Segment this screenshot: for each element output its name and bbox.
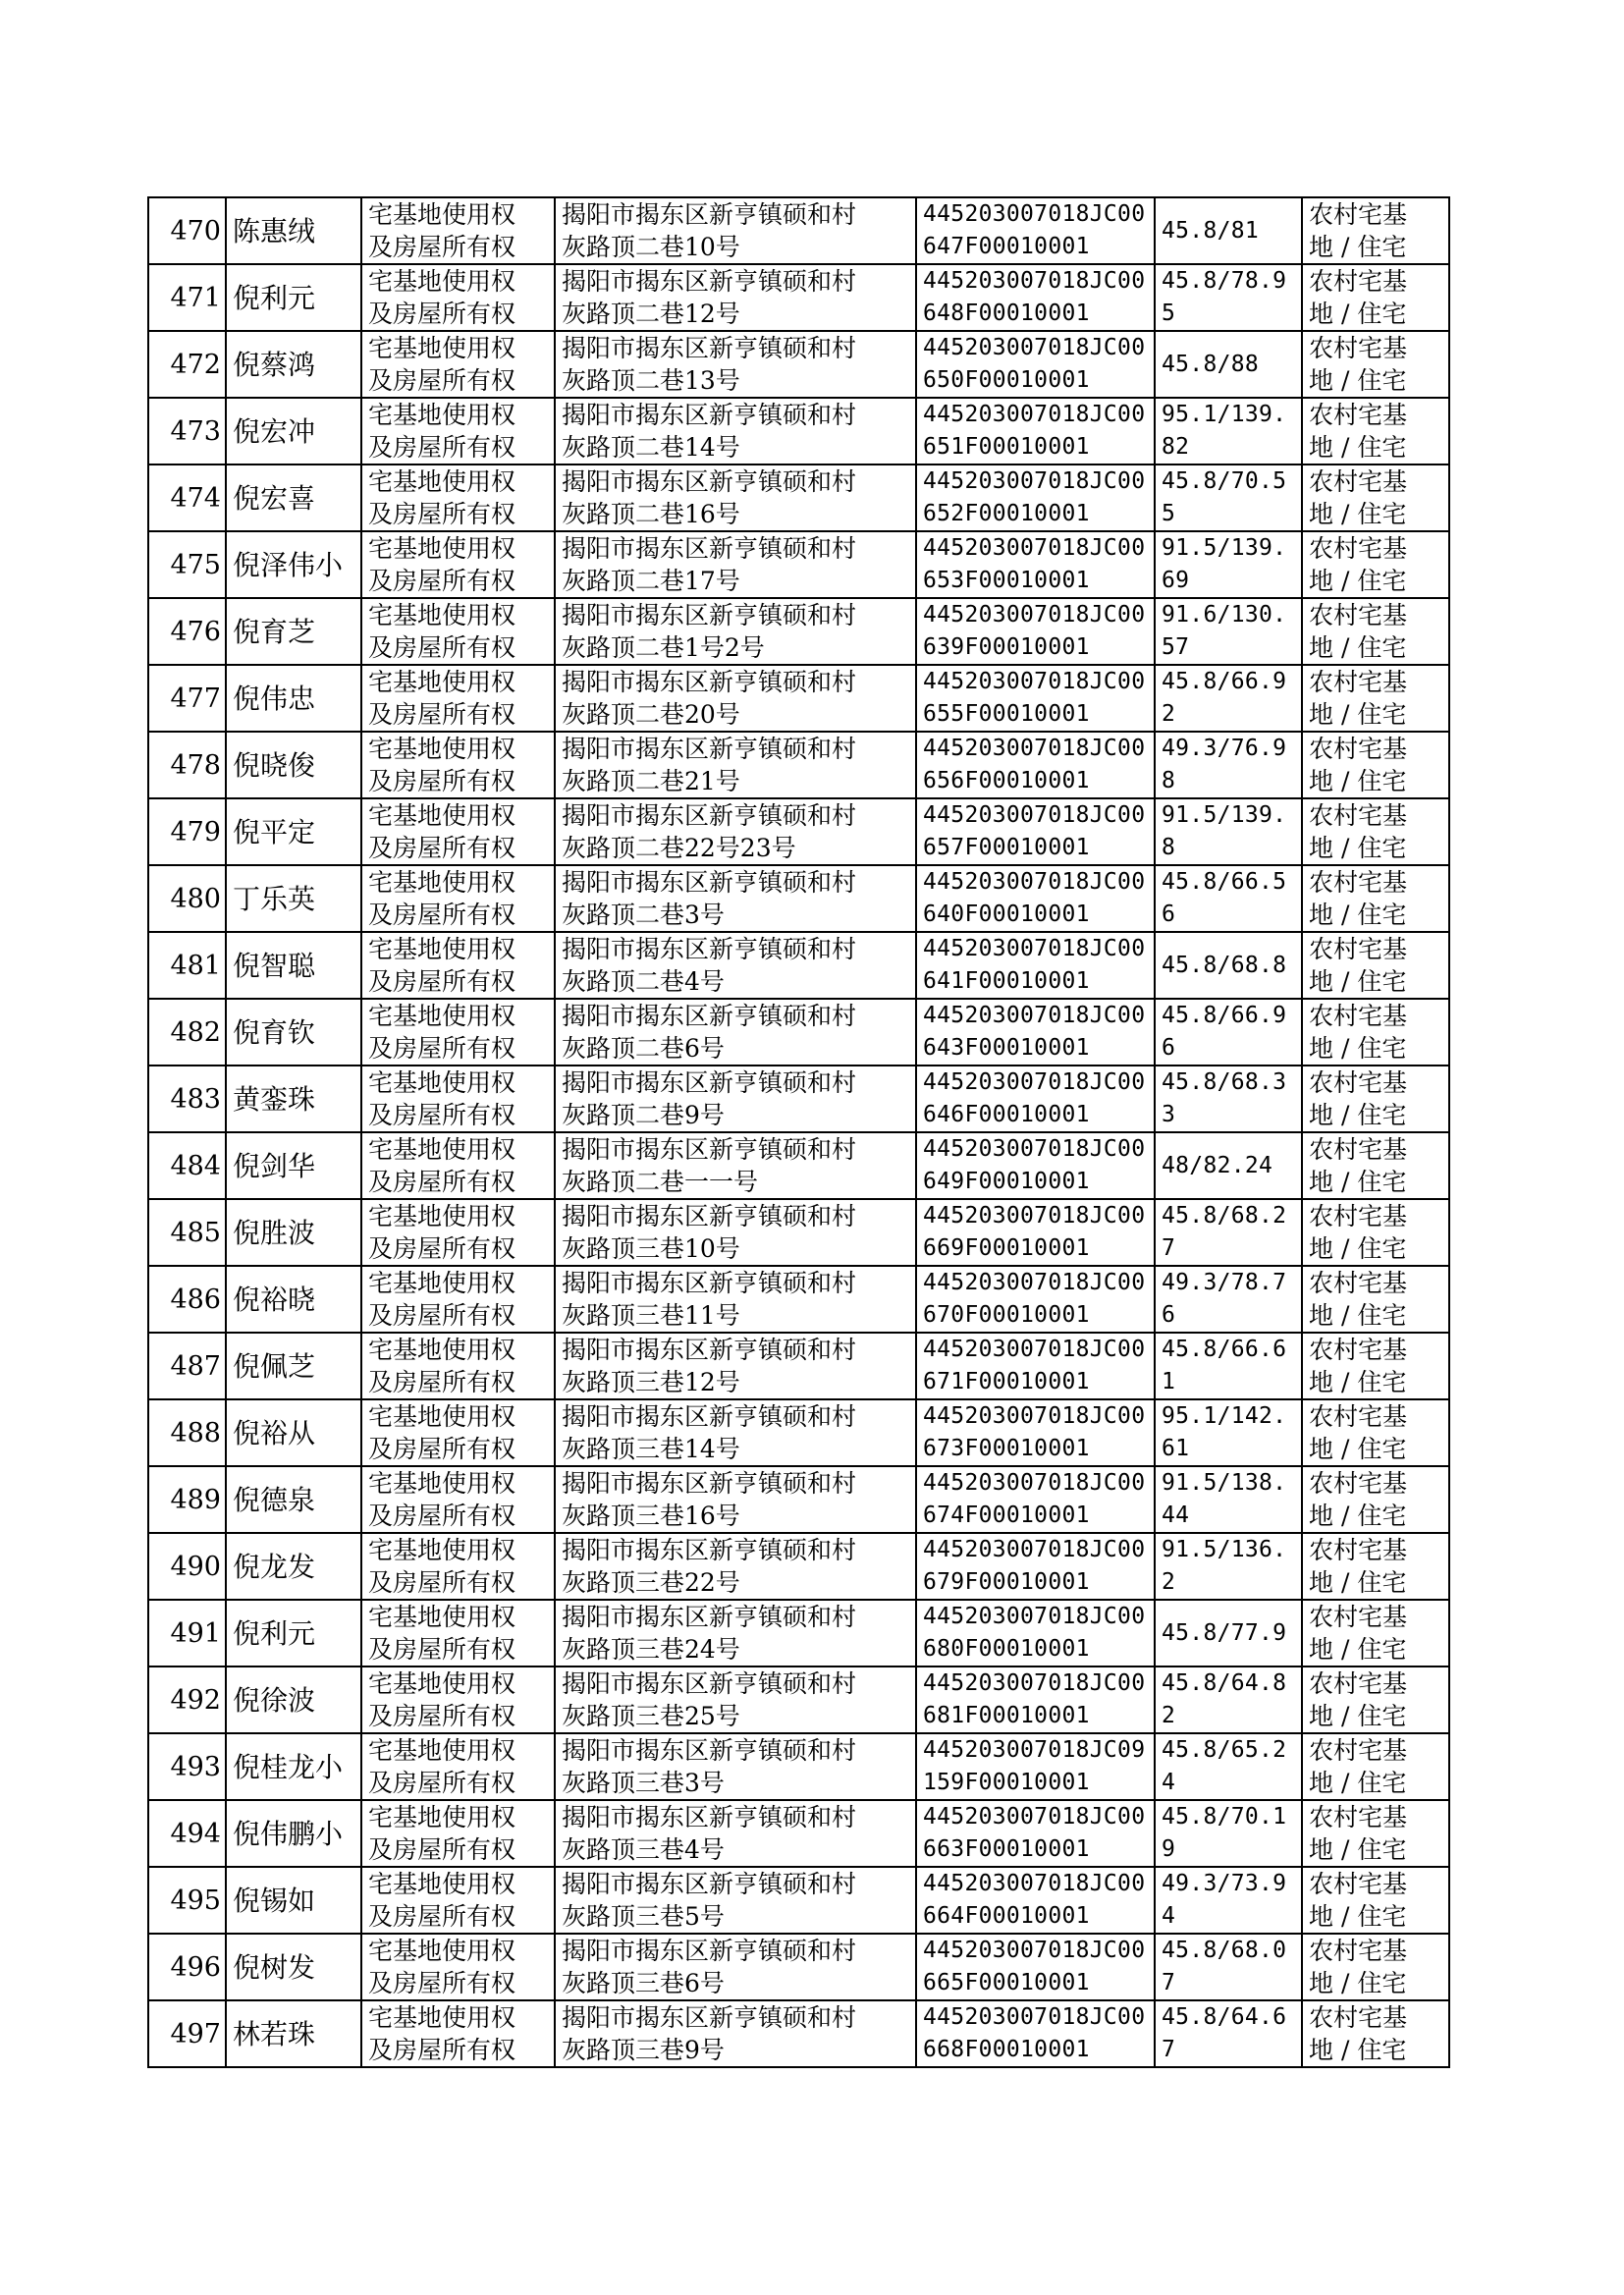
- owner-name-cell: 倪利元: [226, 1600, 361, 1667]
- area-cell: 91.6/130. 57: [1155, 598, 1302, 665]
- owner-name-cell: 倪泽伟小: [226, 531, 361, 598]
- unit-code-cell: 445203007018JC00 668F00010001: [916, 2000, 1155, 2067]
- usage-cell: 农村宅基 地 / 住宅: [1302, 1132, 1449, 1199]
- usage-cell: 农村宅基 地 / 住宅: [1302, 531, 1449, 598]
- usage-cell: 农村宅基 地 / 住宅: [1302, 1466, 1449, 1533]
- owner-name-cell: 倪平定: [226, 798, 361, 865]
- owner-name-cell: 倪佩芝: [226, 1333, 361, 1399]
- owner-name-cell: 倪桂龙小: [226, 1733, 361, 1800]
- right-type-cell: 宅基地使用权 及房屋所有权: [361, 1600, 555, 1667]
- address-cell: 揭阳市揭东区新亨镇硕和村 灰路顶三巷5号: [555, 1867, 916, 1934]
- address-cell: 揭阳市揭东区新亨镇硕和村 灰路顶二巷13号: [555, 331, 916, 398]
- table-row: [148, 398, 1449, 464]
- record-number-cell: 471: [148, 264, 226, 331]
- record-number-cell: 470: [148, 197, 226, 264]
- address-cell: 揭阳市揭东区新亨镇硕和村 灰路顶二巷一一号: [555, 1132, 916, 1199]
- address-cell: 揭阳市揭东区新亨镇硕和村 灰路顶二巷21号: [555, 732, 916, 798]
- usage-cell: 农村宅基 地 / 住宅: [1302, 398, 1449, 464]
- table-row: [148, 1399, 1449, 1466]
- area-cell: 95.1/139. 82: [1155, 398, 1302, 464]
- owner-name-cell: 倪剑华: [226, 1132, 361, 1199]
- owner-name-cell: 倪裕从: [226, 1399, 361, 1466]
- right-type-cell: 宅基地使用权 及房屋所有权: [361, 1333, 555, 1399]
- owner-name-cell: 倪徐波: [226, 1667, 361, 1733]
- right-type-cell: 宅基地使用权 及房屋所有权: [361, 331, 555, 398]
- owner-name-cell: 倪树发: [226, 1934, 361, 2000]
- unit-code-cell: 445203007018JC00 669F00010001: [916, 1199, 1155, 1266]
- area-cell: 95.1/142. 61: [1155, 1399, 1302, 1466]
- registry-table: [147, 196, 1450, 2068]
- unit-code-cell: 445203007018JC00 653F00010001: [916, 531, 1155, 598]
- address-cell: 揭阳市揭东区新亨镇硕和村 灰路顶三巷12号: [555, 1333, 916, 1399]
- usage-cell: 农村宅基 地 / 住宅: [1302, 865, 1449, 932]
- table-row: [148, 331, 1449, 398]
- usage-cell: 农村宅基 地 / 住宅: [1302, 264, 1449, 331]
- right-type-cell: 宅基地使用权 及房屋所有权: [361, 2000, 555, 2067]
- unit-code-cell: 445203007018JC00 650F00010001: [916, 331, 1155, 398]
- table-row: [148, 798, 1449, 865]
- table-row: [148, 1667, 1449, 1733]
- usage-cell: 农村宅基 地 / 住宅: [1302, 1800, 1449, 1867]
- right-type-cell: 宅基地使用权 及房屋所有权: [361, 1934, 555, 2000]
- right-type-cell: 宅基地使用权 及房屋所有权: [361, 464, 555, 531]
- right-type-cell: 宅基地使用权 及房屋所有权: [361, 1132, 555, 1199]
- area-cell: 45.8/64.6 7: [1155, 2000, 1302, 2067]
- table-row: [148, 598, 1449, 665]
- address-cell: 揭阳市揭东区新亨镇硕和村 灰路顶三巷6号: [555, 1934, 916, 2000]
- owner-name-cell: 倪利元: [226, 264, 361, 331]
- table-row: [148, 1132, 1449, 1199]
- owner-name-cell: 倪育钦: [226, 999, 361, 1066]
- owner-name-cell: 倪锡如: [226, 1867, 361, 1934]
- unit-code-cell: 445203007018JC00 664F00010001: [916, 1867, 1155, 1934]
- owner-name-cell: 黄銮珠: [226, 1066, 361, 1132]
- area-cell: 45.8/64.8 2: [1155, 1667, 1302, 1733]
- unit-code-cell: 445203007018JC00 649F00010001: [916, 1132, 1155, 1199]
- record-number-cell: 481: [148, 932, 226, 999]
- unit-code-cell: 445203007018JC00 665F00010001: [916, 1934, 1155, 2000]
- right-type-cell: 宅基地使用权 及房屋所有权: [361, 264, 555, 331]
- table-row: [148, 1333, 1449, 1399]
- area-cell: 45.8/78.9 5: [1155, 264, 1302, 331]
- record-number-cell: 473: [148, 398, 226, 464]
- unit-code-cell: 445203007018JC00 680F00010001: [916, 1600, 1155, 1667]
- table-row: [148, 531, 1449, 598]
- unit-code-cell: 445203007018JC00 646F00010001: [916, 1066, 1155, 1132]
- table-row: [148, 1800, 1449, 1867]
- table-row: [148, 1466, 1449, 1533]
- area-cell: 45.8/68.0 7: [1155, 1934, 1302, 2000]
- right-type-cell: 宅基地使用权 及房屋所有权: [361, 1533, 555, 1600]
- table-row: [148, 2000, 1449, 2067]
- unit-code-cell: 445203007018JC00 681F00010001: [916, 1667, 1155, 1733]
- right-type-cell: 宅基地使用权 及房屋所有权: [361, 1199, 555, 1266]
- right-type-cell: 宅基地使用权 及房屋所有权: [361, 1867, 555, 1934]
- area-cell: 45.8/68.3 3: [1155, 1066, 1302, 1132]
- unit-code-cell: 445203007018JC00 648F00010001: [916, 264, 1155, 331]
- area-cell: 45.8/65.2 4: [1155, 1733, 1302, 1800]
- address-cell: 揭阳市揭东区新亨镇硕和村 灰路顶二巷12号: [555, 264, 916, 331]
- address-cell: 揭阳市揭东区新亨镇硕和村 灰路顶三巷3号: [555, 1733, 916, 1800]
- area-cell: 91.5/136. 2: [1155, 1533, 1302, 1600]
- usage-cell: 农村宅基 地 / 住宅: [1302, 1667, 1449, 1733]
- address-cell: 揭阳市揭东区新亨镇硕和村 灰路顶二巷16号: [555, 464, 916, 531]
- right-type-cell: 宅基地使用权 及房屋所有权: [361, 1733, 555, 1800]
- area-cell: 45.8/77.9: [1155, 1600, 1302, 1667]
- record-number-cell: 496: [148, 1934, 226, 2000]
- unit-code-cell: 445203007018JC00 657F00010001: [916, 798, 1155, 865]
- address-cell: 揭阳市揭东区新亨镇硕和村 灰路顶三巷10号: [555, 1199, 916, 1266]
- right-type-cell: 宅基地使用权 及房屋所有权: [361, 1667, 555, 1733]
- address-cell: 揭阳市揭东区新亨镇硕和村 灰路顶三巷9号: [555, 2000, 916, 2067]
- owner-name-cell: 倪蔡鸿: [226, 331, 361, 398]
- address-cell: 揭阳市揭东区新亨镇硕和村 灰路顶二巷6号: [555, 999, 916, 1066]
- right-type-cell: 宅基地使用权 及房屋所有权: [361, 398, 555, 464]
- address-cell: 揭阳市揭东区新亨镇硕和村 灰路顶二巷14号: [555, 398, 916, 464]
- usage-cell: 农村宅基 地 / 住宅: [1302, 1066, 1449, 1132]
- owner-name-cell: 倪晓俊: [226, 732, 361, 798]
- record-number-cell: 486: [148, 1266, 226, 1333]
- usage-cell: 农村宅基 地 / 住宅: [1302, 1266, 1449, 1333]
- unit-code-cell: 445203007018JC00 670F00010001: [916, 1266, 1155, 1333]
- record-number-cell: 491: [148, 1600, 226, 1667]
- right-type-cell: 宅基地使用权 及房屋所有权: [361, 1800, 555, 1867]
- usage-cell: 农村宅基 地 / 住宅: [1302, 1399, 1449, 1466]
- unit-code-cell: 445203007018JC00 643F00010001: [916, 999, 1155, 1066]
- usage-cell: 农村宅基 地 / 住宅: [1302, 932, 1449, 999]
- unit-code-cell: 445203007018JC00 674F00010001: [916, 1466, 1155, 1533]
- area-cell: 49.3/78.7 6: [1155, 1266, 1302, 1333]
- unit-code-cell: 445203007018JC00 639F00010001: [916, 598, 1155, 665]
- table-row: [148, 1934, 1449, 2000]
- unit-code-cell: 445203007018JC00 641F00010001: [916, 932, 1155, 999]
- right-type-cell: 宅基地使用权 及房屋所有权: [361, 732, 555, 798]
- right-type-cell: 宅基地使用权 及房屋所有权: [361, 531, 555, 598]
- record-number-cell: 477: [148, 665, 226, 732]
- area-cell: 49.3/76.9 8: [1155, 732, 1302, 798]
- record-number-cell: 480: [148, 865, 226, 932]
- owner-name-cell: 倪德泉: [226, 1466, 361, 1533]
- address-cell: 揭阳市揭东区新亨镇硕和村 灰路顶二巷1号2号: [555, 598, 916, 665]
- record-number-cell: 495: [148, 1867, 226, 1934]
- table-row: [148, 1733, 1449, 1800]
- area-cell: 91.5/138. 44: [1155, 1466, 1302, 1533]
- usage-cell: 农村宅基 地 / 住宅: [1302, 1934, 1449, 2000]
- record-number-cell: 478: [148, 732, 226, 798]
- usage-cell: 农村宅基 地 / 住宅: [1302, 1199, 1449, 1266]
- unit-code-cell: 445203007018JC00 671F00010001: [916, 1333, 1155, 1399]
- address-cell: 揭阳市揭东区新亨镇硕和村 灰路顶二巷9号: [555, 1066, 916, 1132]
- unit-code-cell: 445203007018JC00 640F00010001: [916, 865, 1155, 932]
- record-number-cell: 488: [148, 1399, 226, 1466]
- address-cell: 揭阳市揭东区新亨镇硕和村 灰路顶二巷4号: [555, 932, 916, 999]
- usage-cell: 农村宅基 地 / 住宅: [1302, 331, 1449, 398]
- right-type-cell: 宅基地使用权 及房屋所有权: [361, 932, 555, 999]
- right-type-cell: 宅基地使用权 及房屋所有权: [361, 665, 555, 732]
- record-number-cell: 492: [148, 1667, 226, 1733]
- record-number-cell: 487: [148, 1333, 226, 1399]
- owner-name-cell: 倪伟鹏小: [226, 1800, 361, 1867]
- record-number-cell: 475: [148, 531, 226, 598]
- area-cell: 45.8/68.8: [1155, 932, 1302, 999]
- area-cell: 91.5/139. 69: [1155, 531, 1302, 598]
- address-cell: 揭阳市揭东区新亨镇硕和村 灰路顶二巷10号: [555, 197, 916, 264]
- address-cell: 揭阳市揭东区新亨镇硕和村 灰路顶三巷25号: [555, 1667, 916, 1733]
- usage-cell: 农村宅基 地 / 住宅: [1302, 999, 1449, 1066]
- address-cell: 揭阳市揭东区新亨镇硕和村 灰路顶三巷22号: [555, 1533, 916, 1600]
- table-row: [148, 1199, 1449, 1266]
- right-type-cell: 宅基地使用权 及房屋所有权: [361, 1466, 555, 1533]
- usage-cell: 农村宅基 地 / 住宅: [1302, 598, 1449, 665]
- owner-name-cell: 倪龙发: [226, 1533, 361, 1600]
- area-cell: 45.8/81: [1155, 197, 1302, 264]
- table-row: [148, 464, 1449, 531]
- unit-code-cell: 445203007018JC09 159F00010001: [916, 1733, 1155, 1800]
- right-type-cell: 宅基地使用权 及房屋所有权: [361, 598, 555, 665]
- unit-code-cell: 445203007018JC00 647F00010001: [916, 197, 1155, 264]
- unit-code-cell: 445203007018JC00 679F00010001: [916, 1533, 1155, 1600]
- right-type-cell: 宅基地使用权 及房屋所有权: [361, 1399, 555, 1466]
- owner-name-cell: 倪伟忠: [226, 665, 361, 732]
- owner-name-cell: 倪智聪: [226, 932, 361, 999]
- usage-cell: 农村宅基 地 / 住宅: [1302, 1533, 1449, 1600]
- area-cell: 91.5/139. 8: [1155, 798, 1302, 865]
- unit-code-cell: 445203007018JC00 663F00010001: [916, 1800, 1155, 1867]
- registry-table-body: [148, 197, 1449, 2067]
- usage-cell: 农村宅基 地 / 住宅: [1302, 732, 1449, 798]
- record-number-cell: 476: [148, 598, 226, 665]
- table-row: [148, 1600, 1449, 1667]
- record-number-cell: 485: [148, 1199, 226, 1266]
- table-row: [148, 865, 1449, 932]
- record-number-cell: 482: [148, 999, 226, 1066]
- table-row: [148, 1066, 1449, 1132]
- usage-cell: 农村宅基 地 / 住宅: [1302, 1600, 1449, 1667]
- owner-name-cell: 林若珠: [226, 2000, 361, 2067]
- owner-name-cell: 倪育芝: [226, 598, 361, 665]
- owner-name-cell: 倪宏冲: [226, 398, 361, 464]
- unit-code-cell: 445203007018JC00 656F00010001: [916, 732, 1155, 798]
- usage-cell: 农村宅基 地 / 住宅: [1302, 2000, 1449, 2067]
- right-type-cell: 宅基地使用权 及房屋所有权: [361, 999, 555, 1066]
- table-row: [148, 732, 1449, 798]
- address-cell: 揭阳市揭东区新亨镇硕和村 灰路顶三巷4号: [555, 1800, 916, 1867]
- owner-name-cell: 丁乐英: [226, 865, 361, 932]
- owner-name-cell: 陈惠绒: [226, 197, 361, 264]
- record-number-cell: 483: [148, 1066, 226, 1132]
- table-row: [148, 1533, 1449, 1600]
- record-number-cell: 472: [148, 331, 226, 398]
- table-row: [148, 999, 1449, 1066]
- unit-code-cell: 445203007018JC00 652F00010001: [916, 464, 1155, 531]
- record-number-cell: 493: [148, 1733, 226, 1800]
- address-cell: 揭阳市揭东区新亨镇硕和村 灰路顶三巷11号: [555, 1266, 916, 1333]
- record-number-cell: 497: [148, 2000, 226, 2067]
- table-row: [148, 1867, 1449, 1934]
- address-cell: 揭阳市揭东区新亨镇硕和村 灰路顶二巷17号: [555, 531, 916, 598]
- area-cell: 45.8/66.9 2: [1155, 665, 1302, 732]
- usage-cell: 农村宅基 地 / 住宅: [1302, 1733, 1449, 1800]
- usage-cell: 农村宅基 地 / 住宅: [1302, 1333, 1449, 1399]
- table-row: [148, 197, 1449, 264]
- address-cell: 揭阳市揭东区新亨镇硕和村 灰路顶二巷22号23号: [555, 798, 916, 865]
- owner-name-cell: 倪宏喜: [226, 464, 361, 531]
- usage-cell: 农村宅基 地 / 住宅: [1302, 798, 1449, 865]
- address-cell: 揭阳市揭东区新亨镇硕和村 灰路顶二巷20号: [555, 665, 916, 732]
- table-row: [148, 264, 1449, 331]
- area-cell: 48/82.24: [1155, 1132, 1302, 1199]
- usage-cell: 农村宅基 地 / 住宅: [1302, 1867, 1449, 1934]
- area-cell: 45.8/70.1 9: [1155, 1800, 1302, 1867]
- right-type-cell: 宅基地使用权 及房屋所有权: [361, 798, 555, 865]
- table-row: [148, 932, 1449, 999]
- usage-cell: 农村宅基 地 / 住宅: [1302, 464, 1449, 531]
- unit-code-cell: 445203007018JC00 655F00010001: [916, 665, 1155, 732]
- unit-code-cell: 445203007018JC00 673F00010001: [916, 1399, 1155, 1466]
- record-number-cell: 489: [148, 1466, 226, 1533]
- address-cell: 揭阳市揭东区新亨镇硕和村 灰路顶二巷3号: [555, 865, 916, 932]
- area-cell: 45.8/66.6 1: [1155, 1333, 1302, 1399]
- record-number-cell: 479: [148, 798, 226, 865]
- record-number-cell: 474: [148, 464, 226, 531]
- table-row: [148, 1266, 1449, 1333]
- record-number-cell: 494: [148, 1800, 226, 1867]
- record-number-cell: 484: [148, 1132, 226, 1199]
- address-cell: 揭阳市揭东区新亨镇硕和村 灰路顶三巷24号: [555, 1600, 916, 1667]
- right-type-cell: 宅基地使用权 及房屋所有权: [361, 1066, 555, 1132]
- area-cell: 45.8/88: [1155, 331, 1302, 398]
- usage-cell: 农村宅基 地 / 住宅: [1302, 665, 1449, 732]
- right-type-cell: 宅基地使用权 及房屋所有权: [361, 197, 555, 264]
- area-cell: 45.8/66.9 6: [1155, 999, 1302, 1066]
- area-cell: 45.8/70.5 5: [1155, 464, 1302, 531]
- right-type-cell: 宅基地使用权 及房屋所有权: [361, 865, 555, 932]
- unit-code-cell: 445203007018JC00 651F00010001: [916, 398, 1155, 464]
- area-cell: 45.8/68.2 7: [1155, 1199, 1302, 1266]
- area-cell: 49.3/73.9 4: [1155, 1867, 1302, 1934]
- address-cell: 揭阳市揭东区新亨镇硕和村 灰路顶三巷14号: [555, 1399, 916, 1466]
- owner-name-cell: 倪裕晓: [226, 1266, 361, 1333]
- usage-cell: 农村宅基 地 / 住宅: [1302, 197, 1449, 264]
- area-cell: 45.8/66.5 6: [1155, 865, 1302, 932]
- record-number-cell: 490: [148, 1533, 226, 1600]
- owner-name-cell: 倪胜波: [226, 1199, 361, 1266]
- right-type-cell: 宅基地使用权 及房屋所有权: [361, 1266, 555, 1333]
- table-row: [148, 665, 1449, 732]
- address-cell: 揭阳市揭东区新亨镇硕和村 灰路顶三巷16号: [555, 1466, 916, 1533]
